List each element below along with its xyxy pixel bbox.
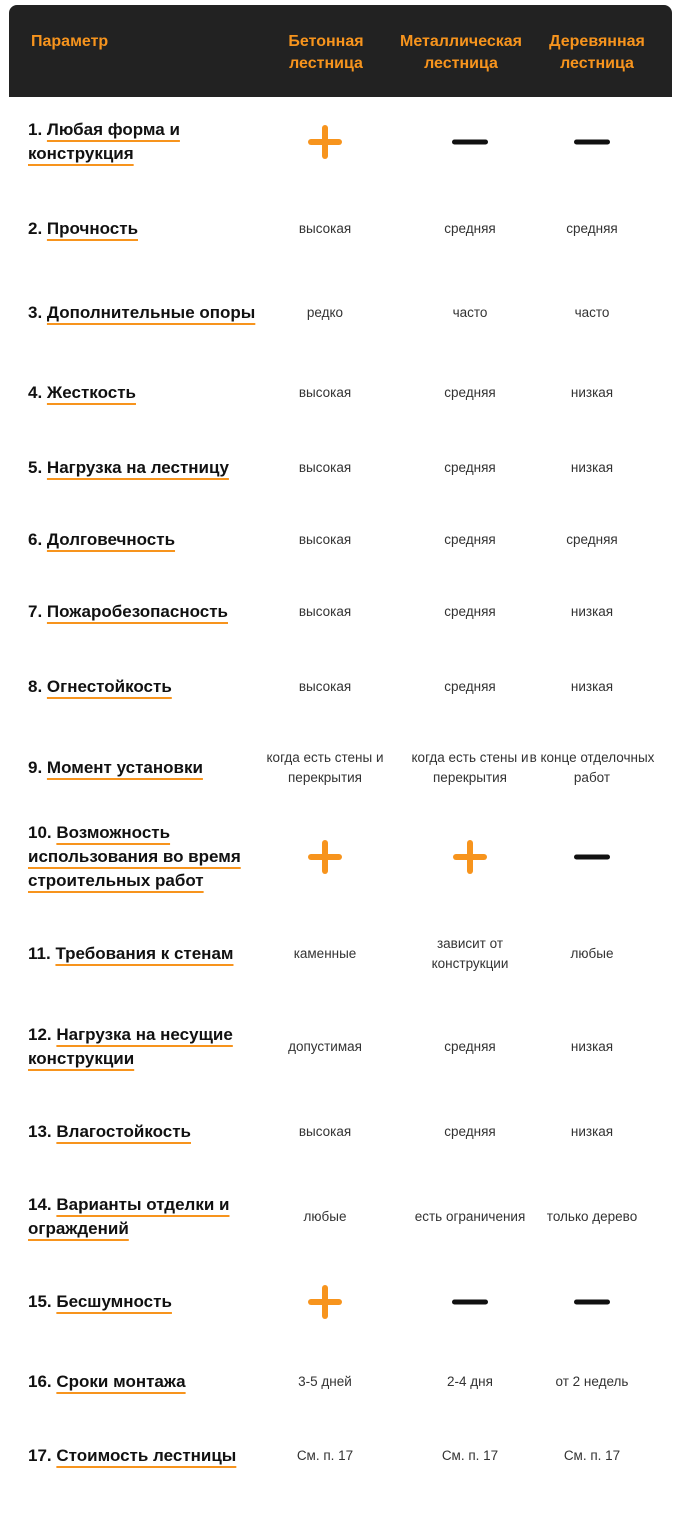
table-row	[0, 1344, 680, 1420]
param-number: 13.	[28, 1122, 52, 1141]
cell	[405, 1122, 535, 1142]
cell-value: средняя	[444, 385, 496, 400]
cell	[260, 530, 390, 550]
cell-value: когда есть стены и перекрытия	[411, 750, 529, 785]
cell-value: каменные	[293, 945, 357, 961]
cell-value: низкая	[570, 385, 614, 400]
param-link[interactable]: Дополнительные опоры	[46, 302, 256, 322]
cell-value: есть ограничения	[414, 1209, 526, 1224]
table-row	[0, 1090, 680, 1174]
param-link[interactable]: Пожаробезопасность	[46, 602, 228, 621]
cell-value: часто	[574, 304, 610, 320]
param-name	[28, 1023, 268, 1071]
table-row	[0, 1260, 680, 1344]
param-number: 17.	[28, 1446, 52, 1465]
cell-value: допустимая	[288, 1038, 362, 1054]
param-link[interactable]: Возможность использования во время строительных работ	[28, 823, 241, 890]
param-link[interactable]: Любая форма и конструкция	[28, 120, 180, 163]
cell	[527, 140, 657, 145]
cell	[527, 677, 657, 697]
cell-value: любые	[303, 1209, 347, 1224]
table-row	[0, 904, 680, 1003]
table-row	[0, 97, 680, 187]
cell	[527, 855, 657, 860]
table-header	[9, 5, 672, 97]
table-row	[0, 1420, 680, 1492]
param-name	[28, 118, 268, 166]
cell	[405, 140, 535, 145]
header-metal: Металлическая лестница	[399, 33, 523, 72]
param-name	[28, 942, 268, 966]
param-name	[28, 217, 268, 241]
param-name	[28, 756, 268, 780]
param-number: 4.	[28, 383, 43, 402]
param-number: 1.	[28, 120, 43, 139]
param-link[interactable]: Стоимость лестницы	[56, 1446, 237, 1465]
cell-value: средняя	[566, 532, 618, 547]
cell-value: средняя	[566, 221, 618, 236]
param-link[interactable]: Прочность	[46, 219, 139, 238]
param-number: 2.	[28, 219, 43, 238]
header-concrete: Бетонная лестница	[288, 33, 364, 72]
cell-value: редко	[306, 304, 344, 320]
cell-value: от 2 недель	[555, 1374, 629, 1389]
param-link[interactable]: Нагрузка на несущие конструкции	[28, 1024, 233, 1068]
cell-value: средняя	[444, 1124, 496, 1139]
param-link[interactable]: Огнестойкость	[46, 677, 172, 696]
cell	[527, 1037, 657, 1057]
table-body	[0, 97, 680, 1492]
cell	[527, 219, 657, 239]
table-row	[0, 810, 680, 904]
cell-value: средняя	[444, 221, 496, 236]
header-param: Параметр	[31, 33, 109, 50]
cell	[260, 1122, 390, 1142]
table-row	[0, 187, 680, 271]
cell-value: 2-4 дня	[447, 1374, 493, 1389]
cell-value: только дерево	[546, 1209, 638, 1224]
param-link[interactable]: Нагрузка на лестницу	[46, 458, 229, 477]
cell-value: средняя	[444, 532, 496, 547]
param-number: 14.	[28, 1195, 52, 1214]
cell-value: низкая	[570, 1038, 614, 1054]
param-name	[28, 1120, 268, 1144]
cell	[405, 1300, 535, 1305]
param-name	[28, 600, 268, 624]
param-number: 12.	[28, 1024, 52, 1044]
cell	[405, 1372, 535, 1392]
param-name	[28, 528, 268, 552]
param-number: 9.	[28, 758, 43, 777]
param-number: 16.	[28, 1372, 52, 1391]
cell	[405, 840, 535, 874]
param-number: 5.	[28, 458, 43, 477]
cell-value: средняя	[444, 1038, 496, 1054]
cell-value: средняя	[444, 679, 496, 694]
cell-value: См. п. 17	[296, 1448, 354, 1463]
cell	[405, 383, 535, 403]
param-link[interactable]: Требования к стенам	[55, 943, 234, 963]
cell	[527, 458, 657, 478]
cell	[527, 748, 657, 788]
param-name	[28, 1290, 268, 1314]
param-link[interactable]: Влагостойкость	[56, 1122, 191, 1141]
param-name	[28, 821, 268, 893]
minus-icon	[574, 855, 610, 860]
cell	[527, 944, 657, 964]
cell	[405, 1446, 535, 1466]
plus-icon	[308, 840, 342, 874]
cell	[527, 1446, 657, 1466]
cell	[405, 303, 535, 323]
cell-value: низкая	[570, 1124, 614, 1139]
cell	[527, 303, 657, 323]
minus-icon	[452, 1300, 488, 1305]
cell-value: зависит от конструкции	[431, 935, 509, 971]
cell	[260, 944, 390, 964]
param-name	[28, 301, 268, 325]
param-link[interactable]: Жесткость	[46, 383, 136, 402]
cell	[260, 1372, 390, 1392]
cell	[405, 1037, 535, 1057]
cell	[260, 1037, 390, 1057]
cell-value: любые	[570, 945, 614, 961]
cell	[405, 219, 535, 239]
param-link[interactable]: Момент установки	[46, 758, 203, 777]
cell-value: низкая	[570, 604, 614, 619]
param-link[interactable]: Долговечность	[46, 530, 176, 549]
cell	[405, 677, 535, 697]
param-link[interactable]: Сроки монтажа	[56, 1372, 186, 1391]
table-row	[0, 1003, 680, 1090]
table-row	[0, 1174, 680, 1260]
cell	[260, 748, 390, 788]
param-number: 15.	[28, 1292, 52, 1311]
table-row	[0, 726, 680, 810]
cell-value: часто	[452, 304, 488, 320]
cell-value: средняя	[444, 460, 496, 475]
cell-value: См. п. 17	[563, 1448, 621, 1463]
param-number: 8.	[28, 677, 43, 696]
table-row	[0, 648, 680, 726]
table-row	[0, 504, 680, 576]
param-name	[28, 1444, 268, 1468]
param-name	[28, 456, 268, 480]
cell	[527, 383, 657, 403]
cell-value: высокая	[298, 385, 352, 400]
cell	[260, 219, 390, 239]
cell-value: низкая	[570, 679, 614, 694]
cell	[527, 1372, 657, 1392]
cell	[260, 303, 390, 323]
cell	[260, 125, 390, 159]
cell-value: высокая	[298, 221, 352, 236]
cell-value: когда есть стены и перекрытия	[266, 750, 384, 785]
cell	[405, 458, 535, 478]
param-name	[28, 1370, 268, 1394]
cell	[405, 530, 535, 550]
cell-value: низкая	[570, 460, 614, 475]
param-link[interactable]: Бесшумность	[56, 1292, 172, 1311]
cell	[527, 1207, 657, 1227]
cell	[260, 383, 390, 403]
cell-value: высокая	[298, 460, 352, 475]
plus-icon	[308, 125, 342, 159]
cell	[405, 1207, 535, 1227]
param-number: 3.	[28, 302, 43, 322]
param-number: 6.	[28, 530, 43, 549]
cell-value: в конце отделочных работ	[529, 750, 655, 785]
param-name	[28, 381, 268, 405]
cell	[405, 934, 535, 974]
minus-icon	[574, 140, 610, 145]
param-number: 10.	[28, 823, 52, 842]
param-number: 7.	[28, 602, 43, 621]
cell	[260, 1446, 390, 1466]
table-row	[0, 354, 680, 432]
param-name	[28, 675, 268, 699]
cell	[405, 602, 535, 622]
plus-icon	[308, 1285, 342, 1319]
cell	[260, 1207, 390, 1227]
param-number: 11.	[28, 943, 51, 963]
minus-icon	[452, 140, 488, 145]
table-row	[0, 432, 680, 504]
cell	[260, 458, 390, 478]
cell-value: высокая	[298, 679, 352, 694]
cell-value: высокая	[298, 1124, 352, 1139]
header-wood: Деревянная лестница	[549, 33, 645, 72]
cell-value: средняя	[444, 604, 496, 619]
cell	[527, 602, 657, 622]
cell	[260, 840, 390, 874]
cell	[527, 1122, 657, 1142]
minus-icon	[574, 1300, 610, 1305]
cell-value: 3-5 дней	[298, 1374, 352, 1389]
cell	[260, 1285, 390, 1319]
cell	[260, 677, 390, 697]
table-row	[0, 271, 680, 354]
cell	[405, 748, 535, 788]
cell	[260, 602, 390, 622]
cell	[527, 530, 657, 550]
cell-value: высокая	[298, 604, 352, 619]
cell	[527, 1300, 657, 1305]
param-name	[28, 1193, 268, 1241]
table-row	[0, 576, 680, 648]
param-link[interactable]: Варианты отделки и ограждений	[28, 1195, 230, 1238]
cell-value: См. п. 17	[441, 1448, 499, 1463]
plus-icon	[453, 840, 487, 874]
cell-value: высокая	[298, 532, 352, 547]
